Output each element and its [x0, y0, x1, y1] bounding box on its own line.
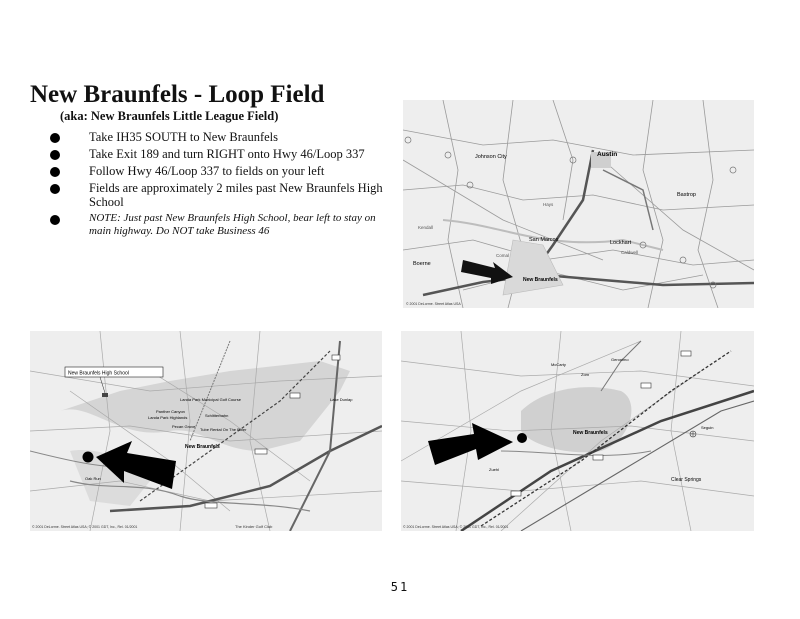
direction-note — [50, 212, 400, 237]
label-tube-river: Tube Rental On The River — [200, 427, 247, 432]
field-location-marker — [517, 433, 527, 443]
directions-list — [50, 130, 400, 240]
label-lockhart: Lockhart — [610, 240, 632, 246]
bullet-icon — [50, 133, 60, 143]
label-landa-park: Landa Park Highlands — [148, 415, 188, 420]
page-title: New Braunfels - Loop Field — [30, 81, 325, 108]
label-johnson-city: Johnson City — [475, 154, 507, 160]
label-pecan-grove: Pecan Grove — [172, 424, 196, 429]
bullet-icon — [50, 215, 60, 225]
label-zuehl: Zuehl — [489, 467, 500, 472]
label-san-marcos: San Marcos — [529, 237, 559, 243]
bullet-icon — [50, 167, 60, 177]
field-location-marker — [83, 452, 94, 463]
label-new-braunfels: New Braunfels — [523, 277, 558, 283]
label-geronimo: Geronimo — [611, 357, 629, 362]
label-caldwell: Caldwell — [621, 250, 639, 255]
label-mccarty: McCarty — [551, 362, 566, 367]
label-schlitterbahn: Schlitterbahn — [205, 413, 229, 418]
label-seguin: Seguin — [701, 425, 714, 430]
copyright-notice: © 2001 DeLorme. Street Atlas USA; © 2001 GDT, Inc., Rel. 01/2001 — [403, 525, 509, 529]
direction-step — [50, 181, 400, 209]
direction-text: Take Exit 189 and turn RIGHT onto Hwy 46/Loop 337 — [89, 147, 365, 161]
direction-note-text: NOTE: Just past New Braunfels High School, bear left to stay on main highway. Do NOT take Business 46 — [89, 212, 376, 237]
label-hays: Hays — [543, 202, 554, 207]
local-map — [30, 331, 382, 531]
label-comal: Comal — [496, 253, 510, 258]
direction-step — [50, 147, 400, 161]
label-bastrop: Bastrop — [677, 192, 696, 198]
direction-step — [50, 164, 400, 178]
direction-text: Follow Hwy 46/Loop 337 to fields on your left — [89, 164, 325, 178]
label-zorn: Zorn — [581, 372, 590, 377]
label-kendall: Kendall — [418, 225, 434, 230]
bullet-icon — [50, 184, 60, 194]
label-new-braunfels: New Braunfels — [573, 430, 608, 436]
regional-map — [403, 100, 754, 308]
copyright-notice: © 2001 DeLorme. Street Atlas USA; © 2001 GDT, Inc., Rel. 01/2001 — [32, 525, 138, 529]
label-austin: Austin — [597, 151, 618, 158]
label-landa-golf: Landa Park Municipal Golf Course — [180, 397, 241, 402]
label-boerne: Boerne — [413, 261, 431, 267]
label-high-school: New Braunfels High School — [68, 370, 129, 377]
direction-step — [50, 130, 400, 144]
label-oak-run: Oak Run — [85, 476, 101, 481]
page-subtitle: (aka: New Braunfels Little League Field) — [60, 109, 279, 123]
label-clear-springs: Clear Springs — [671, 477, 702, 483]
copyright-notice: © 2001 DeLorme. Street Atlas USA — [406, 302, 461, 306]
label-lake-dunlap: Lake Dunlap — [330, 397, 353, 402]
direction-text: Take IH35 SOUTH to New Braunfels — [89, 130, 279, 144]
label-panther-canyon: Panther Canyon — [156, 409, 185, 414]
direction-text: Fields are approximately 2 miles past New Braunfels High School — [89, 181, 383, 209]
label-new-braunfels: New Braunfels — [185, 444, 220, 450]
page-number: 51 — [390, 580, 410, 594]
map-footer-label: The Kinder Golf Club — [235, 524, 273, 529]
area-map — [401, 331, 754, 531]
bullet-icon — [50, 150, 60, 160]
